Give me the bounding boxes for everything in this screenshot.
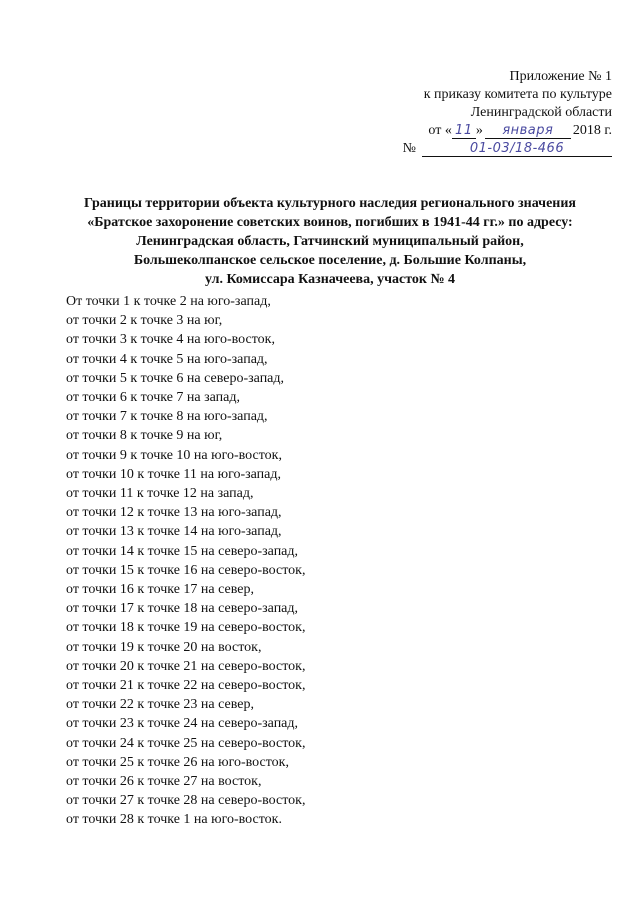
- title-line: Большеколпанское сельское поселение, д. Большие Колпаны,: [133, 253, 527, 268]
- route-segment: от точки 22 к точке 23 на север,: [66, 697, 254, 713]
- route-segment: от точки 12 к точке 13 на юго-запад,: [66, 505, 282, 521]
- route-segment: от точки 20 к точке 21 на северо-восток,: [66, 658, 306, 674]
- route-segment: от точки 4 к точке 5 на юго-запад,: [66, 351, 268, 367]
- route-segment: от точки 18 к точке 19 на северо-восток,: [66, 620, 306, 636]
- order-number: [352, 140, 612, 158]
- date-month-handwritten: января: [485, 124, 571, 139]
- route-segment: от точки 7 к точке 8 на юго-запад,: [66, 409, 268, 425]
- route-segment: от точки 6 к точке 7 на запад,: [66, 390, 241, 406]
- date-year: 2018 г.: [572, 123, 612, 138]
- route-segment: от точки 2 к точке 3 на юг,: [66, 313, 223, 329]
- title-line: ул. Комиссара Казначеева, участок № 4: [204, 272, 456, 287]
- region-name: Ленинградской области: [470, 105, 612, 120]
- number-handwritten: 01-03/18-466: [422, 142, 612, 157]
- date-quote-close: »: [475, 123, 483, 138]
- route-segment: от точки 21 к точке 22 на северо-восток,: [66, 678, 306, 694]
- date-day-handwritten: 11: [452, 124, 476, 139]
- route-segment: от точки 5 к точке 6 на северо-запад,: [66, 370, 285, 386]
- route-segment: от точки 11 к точке 12 на запад,: [66, 486, 254, 502]
- number-prefix: №: [402, 141, 416, 156]
- route-segment: от точки 19 к точке 20 на восток,: [66, 639, 262, 655]
- date-prefix: от «: [428, 123, 452, 138]
- title-line: Границы территории объекта культурного наследия регионального значения: [83, 196, 576, 211]
- title-line: «Братское захоронение советских воинов, погибших в 1941-44 гг.» по адресу:: [87, 215, 573, 230]
- route-segment: от точки 26 к точке 27 на восток,: [66, 774, 262, 790]
- route-segment: от точки 9 к точке 10 на юго-восток,: [66, 447, 282, 463]
- route-segment: от точки 14 к точке 15 на северо-запад,: [66, 543, 299, 559]
- route-segment: от точки 28 к точке 1 на юго-восток.: [66, 812, 282, 828]
- route-segment: от точки 8 к точке 9 на юг,: [66, 428, 223, 444]
- boundary-route-list: [66, 292, 586, 830]
- route-segment: от точки 10 к точке 11 на юго-запад,: [66, 466, 282, 482]
- route-segment: от точки 24 к точке 25 на северо-восток,: [66, 735, 306, 751]
- document-title: [60, 194, 600, 289]
- route-segment: от точки 17 к точке 18 на северо-запад,: [66, 601, 299, 617]
- route-segment: от точки 27 к точке 28 на северо-восток,: [66, 793, 306, 809]
- route-segment: от точки 13 к точке 14 на юго-запад,: [66, 524, 282, 540]
- route-segment: от точки 25 к точке 26 на юго-восток,: [66, 754, 289, 770]
- route-segment: от точки 15 к точке 16 на северо-восток,: [66, 562, 306, 578]
- title-line: Ленинградская область, Гатчинский муниципальный район,: [136, 234, 524, 249]
- route-segment: от точки 3 к точке 4 на юго-восток,: [66, 332, 275, 348]
- route-segment: От точки 1 к точке 2 на юго-запад,: [66, 294, 271, 309]
- appendix-label: Приложение № 1: [509, 69, 612, 84]
- route-segment: от точки 23 к точке 24 на северо-запад,: [66, 716, 299, 732]
- route-segment: от точки 16 к точке 17 на север,: [66, 582, 254, 598]
- order-date: [352, 122, 612, 140]
- order-reference: к приказу комитета по культуре: [423, 87, 612, 102]
- appendix-header: [352, 68, 612, 158]
